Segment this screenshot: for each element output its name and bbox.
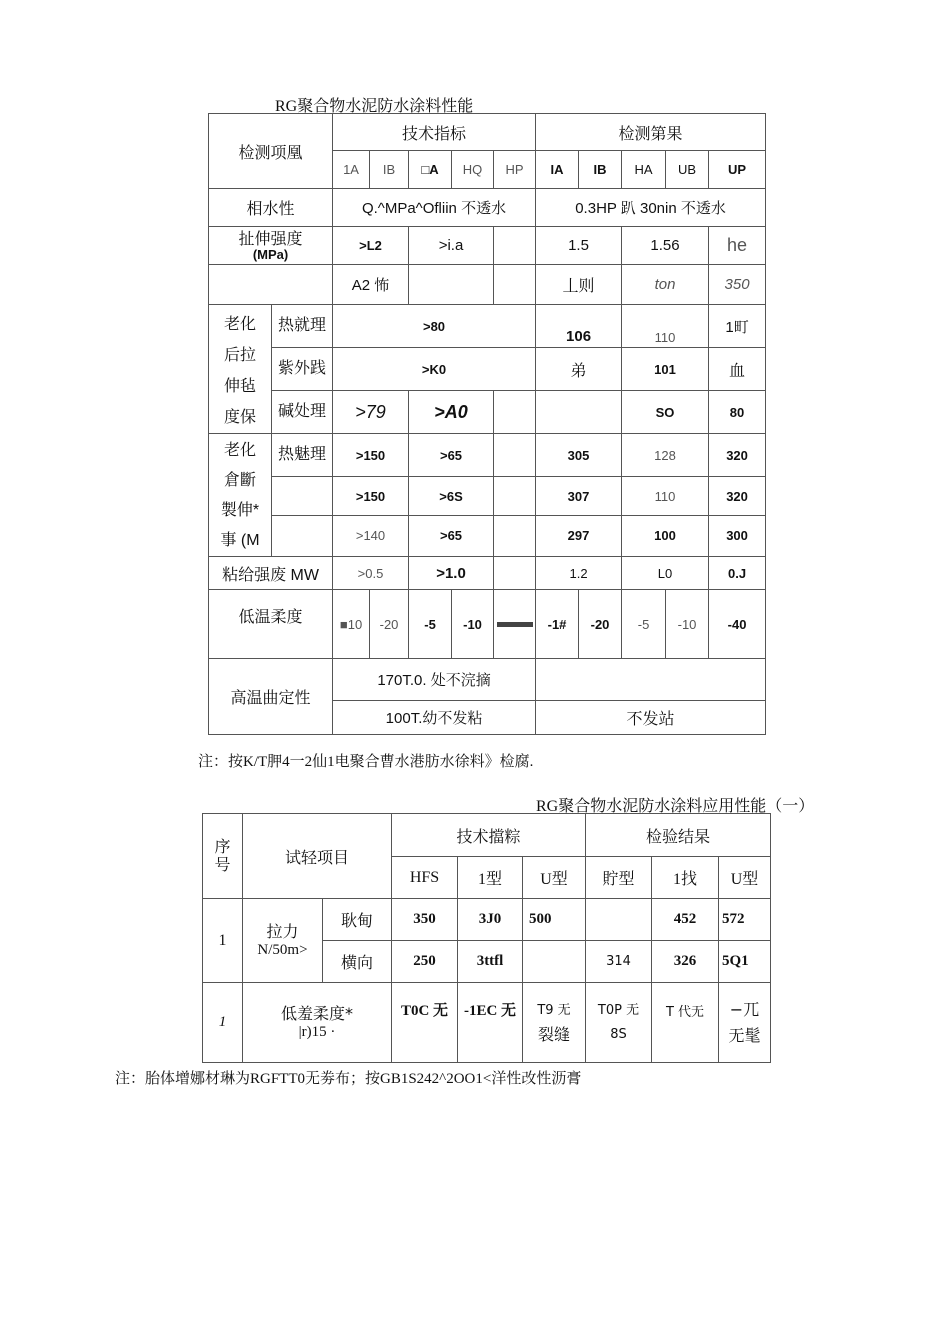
elong-3-label [272,515,333,556]
elong-1-s2: >65 [409,434,494,477]
aging-group-label [209,305,272,434]
result-col-ia: IA [536,151,579,189]
aging-uv-r3: 血 [709,348,766,391]
elong-1-s1: >150 [333,434,409,477]
t2-row1a-r3: 572 [719,899,771,941]
t2-row1b-s2: 3ttfl [458,941,523,983]
lowtemp-spec-1: ■10 [333,590,370,659]
t2-header-no-2: 号 [214,855,231,874]
header-spec-group: 技术指标 [333,114,536,151]
lowtemp-result-3: -5 [622,590,666,659]
result-col-ha: HA [622,151,666,189]
t2-row2-r2: T 代无 [652,983,719,1063]
aging-group-line-2: 后拉 [223,347,256,364]
t2-header-no [203,814,243,899]
t2-result-col-3: U型 [719,857,771,899]
t2-spec-col-2: 1型 [458,857,523,899]
empty-cell [494,557,536,590]
t2-row1a-r1 [586,899,652,941]
elong-3-s2: >65 [409,515,494,556]
bond-r3: 0.J [709,557,766,590]
empty-cell [536,659,766,701]
t2-row1a-label: 耿甸 [323,899,392,941]
table2-caption: RG聚合物水泥防水涂料应用性能（一） [536,798,815,815]
application-table [202,813,771,1063]
t2-row1b-s3 [523,941,586,983]
empty-cell [494,515,536,556]
aging-heat-spec: >80 [333,305,536,348]
empty-cell [494,227,536,265]
t2-row2-s3-1: T9 无 [537,1002,571,1018]
t2-result-col-1: 貯型 [586,857,652,899]
row-water-result: 0.3HP 趴 30nin 不透水 [536,189,766,227]
elong-group-line-3: 製伸* [220,502,260,519]
aging-heat-r1: 106 [536,305,622,348]
t2-row2-s3-2: 裂缝 [538,1024,571,1044]
lowtemp-result-1: -1# [536,590,579,659]
elong-group-line-2: 倉斷 [223,472,256,489]
aging-alkali-r2: SO [622,391,709,434]
t2-spec-col-3: U型 [523,857,586,899]
empty-cell [536,391,622,434]
spec-col-a: □A [409,151,452,189]
lowtemp-spec-3: -5 [409,590,452,659]
row-tensile-r2: 1.56 [622,227,709,265]
row-tensile2-r1: 丄则 [536,265,622,305]
bond-s2: >1.0 [409,557,494,590]
result-col-ib: IB [579,151,622,189]
t2-header-item: 试轻项目 [243,814,392,899]
elong-1-r1: 305 [536,434,622,477]
t2-row2-no: 1 [203,983,243,1063]
t2-row1a-s3: 500 [523,899,586,941]
spec-col-ib: IB [370,151,409,189]
t2-row2-label-1: 低羞柔度* [281,1003,354,1023]
elong-2-r1: 307 [536,477,622,516]
t2-header-no-1: 序 [214,837,231,856]
lowtemp-spec-4: -10 [452,590,494,659]
row-tensile-label-1: 扯伸强度 [238,230,303,248]
lowtemp-spec-5 [494,590,536,659]
elong-3-s1: >140 [333,515,409,556]
t2-spec-col-1: HFS [392,857,458,899]
row-tensile-r1: 1.5 [536,227,622,265]
aging-alkali-r3: 80 [709,391,766,434]
elong-3-r1: 297 [536,515,622,556]
aging-group-line-4: 度保 [223,409,256,426]
spec-col-hq: HQ [452,151,494,189]
t2-header-result-group: 检验结杲 [586,814,771,857]
t2-row1b-r1: 314 [586,941,652,983]
bond-r2: L0 [622,557,709,590]
hightemp-result-2: 不发站 [536,701,766,735]
lowtemp-spec-2: -20 [370,590,409,659]
t2-row2-r3-1: −兀 [729,999,760,1019]
aging-alkali-label: 碱处理 [272,391,333,434]
empty-cell [494,265,536,305]
row-tensile-label [209,227,333,265]
t2-result-col-2: 1找 [652,857,719,899]
t2-row2-r1-2: 8S [610,1026,627,1042]
row-tensile-s1: >L2 [333,227,409,265]
lowtemp-result-4: -10 [666,590,709,659]
row-tensile2-r3: 350 [709,265,766,305]
result-col-up: UP [709,151,766,189]
aging-alkali-s2: >A0 [409,391,494,434]
bond-s1: >0.5 [333,557,409,590]
table1-caption: RG聚合物水泥防水涂料性能 [275,98,474,115]
aging-uv-r2: 101 [622,348,709,391]
t2-row1b-r2: 326 [652,941,719,983]
dash-mark [497,622,533,627]
elong-group-line-4: 事 (M [220,532,260,549]
hightemp-spec-2: 100T.幼不发粘 [333,701,536,735]
t2-row2-s3 [523,983,586,1063]
t2-row1b-r3: 5Q1 [719,941,771,983]
elong-2-s1: >150 [333,477,409,516]
empty-cell [494,434,536,477]
hightemp-spec-1: 170T.0. 处不浣摘 [333,659,536,701]
row-tensile-r3: he [709,227,766,265]
aging-heat-r2: 110 [622,305,709,348]
bond-r1: 1.2 [536,557,622,590]
t2-row2-r3 [719,983,771,1063]
elong-group-line-1: 老化 [223,442,256,459]
aging-alkali-s1: >79 [333,391,409,434]
bond-label: 粘给强废 MW [209,557,333,590]
t2-row1b-s1: 250 [392,941,458,983]
elong-1-r3: 320 [709,434,766,477]
elong-2-label [272,477,333,516]
empty-cell [409,265,494,305]
hightemp-label: 高温曲定性 [209,659,333,735]
t2-row2-label [243,983,392,1063]
elong-3-r2: 100 [622,515,709,556]
t2-row1a-s1: 350 [392,899,458,941]
t2-row1b-label: 横向 [323,941,392,983]
elong-group-label [209,434,272,557]
empty-cell [494,391,536,434]
empty-cell [209,265,333,305]
aging-uv-r1: 弟 [536,348,622,391]
row-tensile2-r2: ton [622,265,709,305]
t2-row1-label-1: 拉力 [266,921,299,941]
elong-heat-label: 热魅理 [272,434,333,477]
header-result-group: 检测第果 [536,114,766,151]
t2-row2-r1-1: T0P 无 [597,1002,640,1018]
lowtemp-label: 低温柔度 [209,590,333,659]
row-water-spec: Q.^MPa^Ofliin 不透水 [333,189,536,227]
row-tensile-s2: >i.a [409,227,494,265]
t2-row2-s1: T0C 无 [392,983,458,1063]
elong-2-r2: 110 [622,477,709,516]
t2-row2-label-2: |r)15 · [298,1023,336,1040]
spec-col-1a: 1A [333,151,370,189]
aging-uv-spec: >K0 [333,348,536,391]
t2-header-spec-group: 技术擋粽 [392,814,586,857]
t2-row1a-s2: 3J0 [458,899,523,941]
performance-table [208,113,766,735]
lowtemp-result-5: -40 [709,590,766,659]
aging-heat-label: 热就理 [272,305,333,348]
t2-row2-r3-2: 无髦 [728,1025,761,1045]
t2-row1-label-2: N/50m> [257,941,308,958]
t2-row2-s2: -1EC 无 [458,983,523,1063]
t2-row2-r1 [586,983,652,1063]
lowtemp-result-2: -20 [579,590,622,659]
aging-heat-r3: 1町 [709,305,766,348]
aging-group-line-1: 老化 [223,316,256,333]
empty-cell [494,477,536,516]
elong-1-r2: 128 [622,434,709,477]
table2-note: 注：胎体增娜材琳为RGFTT0无劵布；按GB1S242^2OO1<洋性改性沥膏 [115,1071,582,1087]
elong-2-r3: 320 [709,477,766,516]
t2-row1-no: 1 [203,899,243,983]
t2-row1-label [243,899,323,983]
header-item: 检测项凰 [209,114,333,189]
spec-col-hp: HP [494,151,536,189]
row-water-label: 相水性 [209,189,333,227]
row-tensile-label-2: (MPa) [252,246,289,262]
t2-row1a-r2: 452 [652,899,719,941]
elong-2-s2: >6S [409,477,494,516]
aging-uv-label: 紫外践 [272,348,333,391]
aging-group-line-3: 伸毡 [223,378,256,395]
row-tensile2-s1: A2 怖 [333,265,409,305]
elong-3-r3: 300 [709,515,766,556]
table1-note: 注：按K/T胛4一2仙1电聚合曹水港肪水徐料》检腐. [198,754,534,770]
result-col-ub: UB [666,151,709,189]
